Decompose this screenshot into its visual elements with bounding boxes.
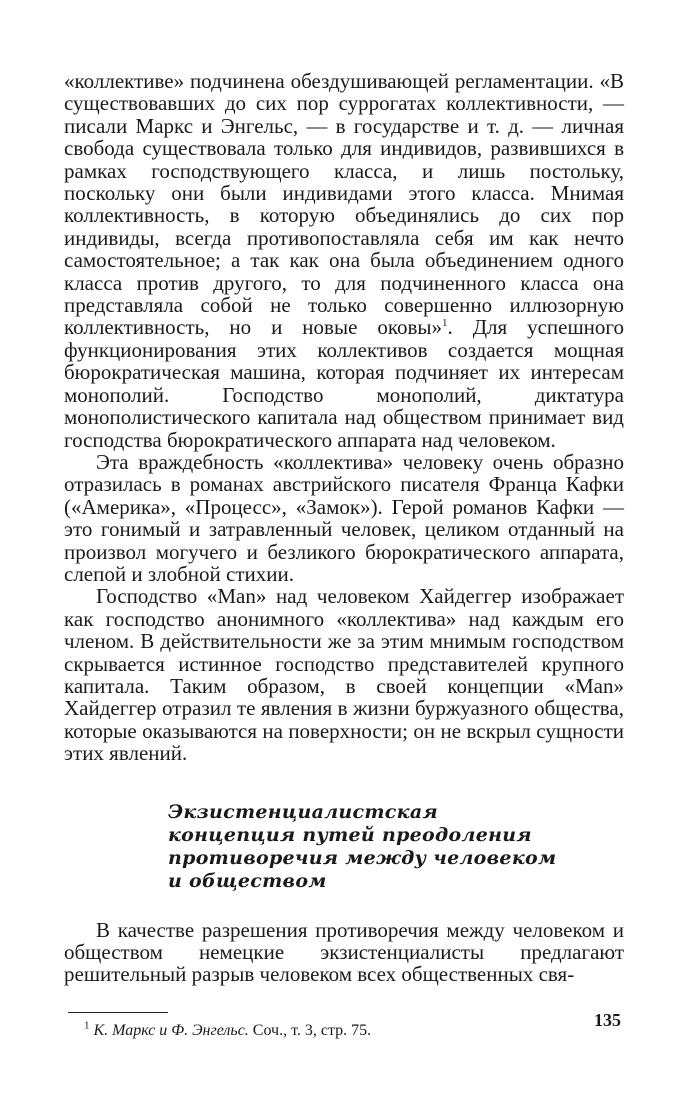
book-page — [64, 70, 624, 1041]
section-heading — [168, 801, 588, 893]
heading-line: Экзистенциалистская — [168, 800, 438, 823]
footnote — [84, 1021, 624, 1041]
footnote-authors: К. Маркс и Ф. Энгельс. — [93, 1021, 249, 1039]
heading-line: и обществом — [168, 869, 327, 892]
body-paragraph-3: Господство «Man» над человеком Хайдеггер изображает как господство анонимного «коллектива» над каждым его членом. В действительности же за этим мнимым господством скрывается истинное господство представителей крупного капитала. Таким образом, в своей концепции «Man» Хайдеггер отразил те явления в жизни буржуазного общества, которые оказываются на поверхности; он не вскрыл сущности этих явлений. — [64, 584, 624, 766]
page-number: 135 — [594, 1010, 621, 1030]
footnote-reference: 1 — [442, 317, 448, 330]
body-paragraph-4: В качестве разрешения противоречия между человеком и обществом немецкие экзистенциалисты предлагают решительный разрыв человеком всех общественных свя- — [64, 917, 624, 987]
paragraph-1-text-end: . Для успешного функционирования этих коллективов создается мощная бюрократическая машина, которая подчиняет их интересам монополий. Господство монополий, диктатура монополистического капитала над обществом принимает вид господства бюрократического аппарата над человеком. — [64, 315, 624, 452]
footnote-source: Соч., т. 3, стр. 75. — [252, 1021, 372, 1039]
heading-line: противоречия между человеком — [168, 846, 557, 869]
footnote-marker: 1 — [84, 1019, 90, 1032]
heading-line: концепция путей преодоления — [168, 823, 532, 846]
footnote-divider — [68, 1012, 168, 1013]
body-paragraph-1 — [64, 70, 624, 451]
body-paragraph-2: Эта враждебность «коллектива» человеку очень образно отразилась в романах австрийского писателя Франца Кафки («Америка», «Процесс», «Замок»). Герой романов Кафки — это гонимый и затравленный человек, целиком отданный на произвол могучего и безликого бюрократического аппарата, слепой и злобной стихии. — [64, 449, 624, 586]
paragraph-1-text-start: «коллективе» подчинена обездушивающей регламентации. «В существовавших до сих пор суррогатах коллективности, — писали Маркс и Энгельс, — в государстве и т. д. — личная свобода существовала только для индивидов, развившихся в рамках господствующего класса, и лишь постольку, поскольку они были индивидами этого класса. Мнимая коллективность, в которую объединялись до сих пор индивиды, всегда противопоставляла себя им как нечто самостоятельное; а так как она была объединением одного класса против другого, то для подчиненного класса она представляла собой не только совершенно иллюзорную коллективность, но и новые оковы» — [64, 69, 624, 340]
